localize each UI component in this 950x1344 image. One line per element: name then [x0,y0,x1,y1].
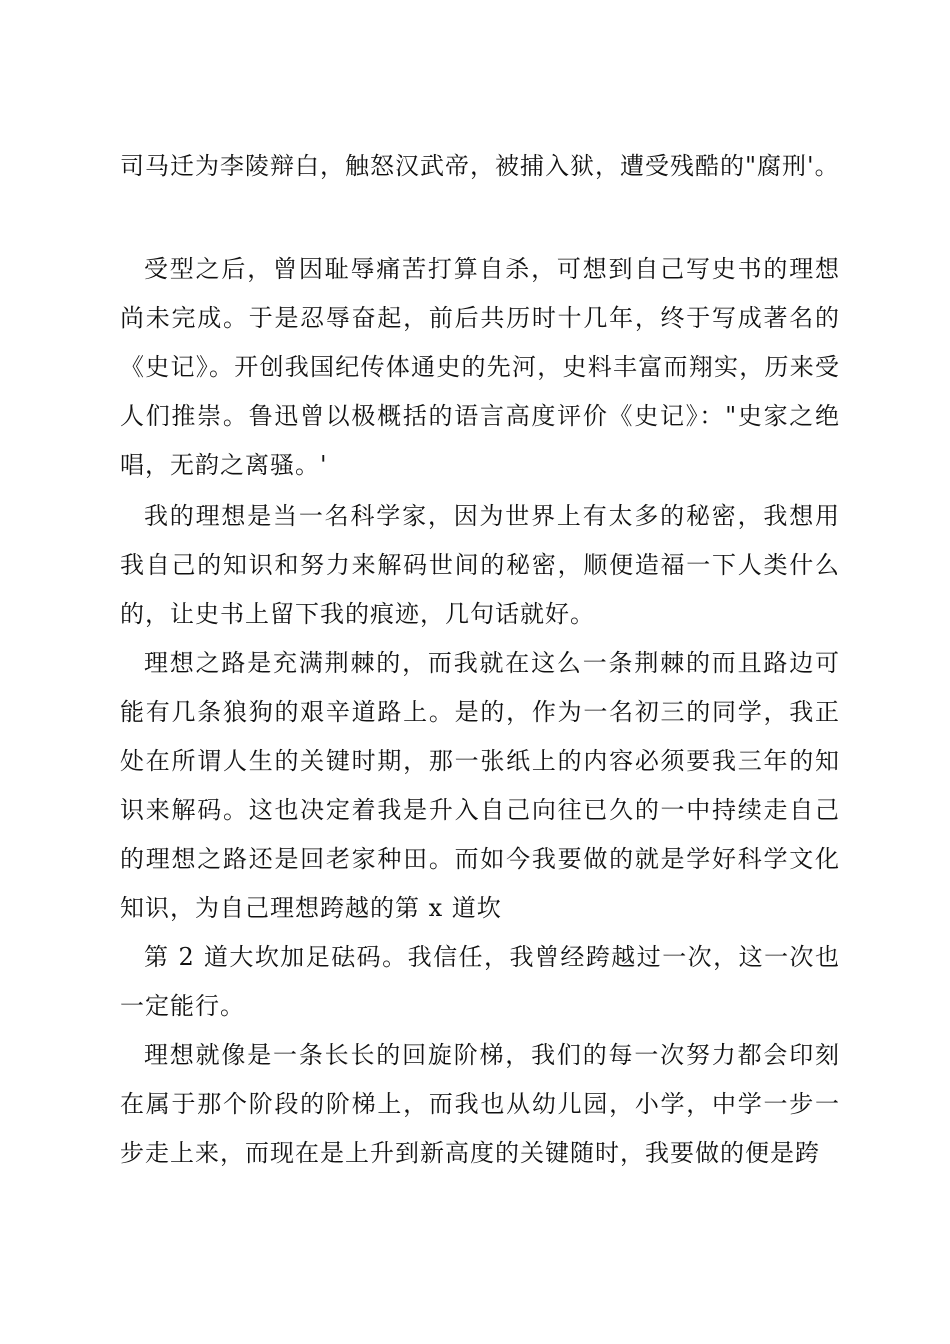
paragraph-second-hurdle: 第 2 道大坎加足砝码。我信任，我曾经跨越过一次，这一次也一定能行。 [120,943,840,1020]
paragraph-shiji: 受型之后，曾因耻辱痛苦打算自杀，可想到自己写史书的理想尚未完成。于是忍辱奋起，前后共历时十几年，终于写成著名的《史记》。开创我国纪传体通史的先河，史料丰富而翔实，历来受人们推崇。鲁迅曾以极概括的语言高度评价《史记》："史家之绝唱，无韵之离骚。' [120,255,840,479]
paragraph-sima-qian: 司马迁为李陵辩白，触怒汉武帝，被捕入狱，遭受残酷的"腐刑'。 [120,152,840,180]
paragraph-spiral-staircase: 理想就像是一条长长的回旋阶梯，我们的每一次努力都会印刻在属于那个阶段的阶梯上，而我也从幼儿园，小学，中学一步一步走上来，而现在是上升到新高度的关键随时，我要做的便是跨 [120,1041,840,1167]
paragraph-scientist-ideal: 我的理想是当一名科学家，因为世界上有太多的秘密，我想用我自己的知识和努力来解码世间的秘密，顺便造福一下人类什么的，让史书上留下我的痕迹，几句话就好。 [120,502,840,628]
paragraph-thorny-road: 理想之路是充满荆棘的，而我就在这么一条荆棘的而且路边可能有几条狼狗的艰辛道路上。是的，作为一名初三的同学，我正处在所谓人生的关键时期，那一张纸上的内容必须要我三年的知识来解码。这也决定着我是升入自己向往已久的一中持续走自己的理想之路还是回老家种田。而如今我要做的就是学好科学文化知识，为自己理想跨越的第 x 道坎 [120,649,840,922]
